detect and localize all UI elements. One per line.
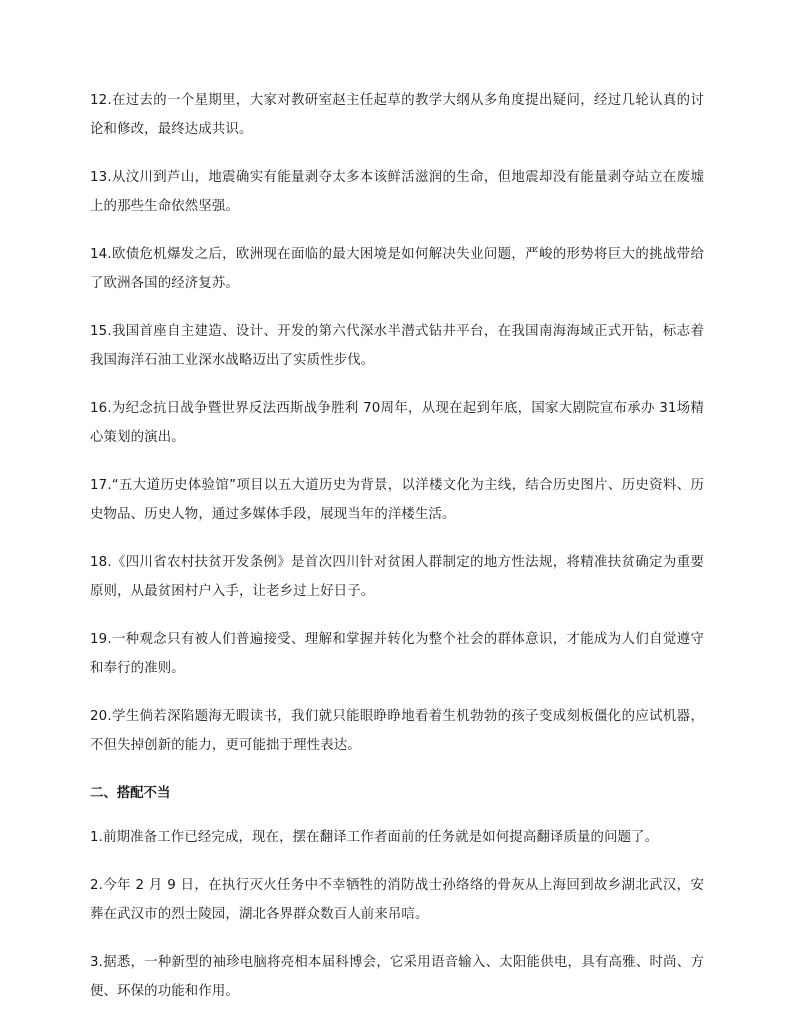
paragraph-mismatch-1: 1.前期准备工作已经完成，现在，摆在翻译工作者面前的任务就是如何提高翻译质量的问题了。 [90, 830, 659, 845]
paragraph-15: 15.我国首座自主建造、设计、开发的第六代深水半潜式钻井平台，在我国南海海域正式开钻，标志着我国海洋石油工业深水战略迈出了实质性步伐。 [90, 324, 704, 368]
section-heading: 二、搭配不当 [90, 786, 171, 801]
paragraph-19: 19.一种观念只有被人们普遍接受、理解和掌握并转化为整个社会的群体意识，才能成为人们自觉遵守和奉行的准则。 [90, 632, 704, 676]
paragraph-13: 13.从汶川到芦山，地震确实有能量剥夺太多本该鲜活滋润的生命，但地震却没有能量剥夺站立在废墟上的那些生命依然坚强。 [90, 170, 704, 214]
paragraph-mismatch-3: 3.据悉，一种新型的袖珍电脑将亮相本届科博会，它采用语音输入、太阳能供电，具有高雅、时尚、方便、环保的功能和作用。 [90, 955, 704, 999]
paragraph-12: 12.在过去的一个星期里，大家对教研室赵主任起草的教学大纲从多角度提出疑问，经过几轮认真的讨论和修改，最终达成共识。 [90, 93, 704, 137]
paragraph-16: 16.为纪念抗日战争暨世界反法西斯战争胜利 70周年，从现在起到年底，国家大剧院宣布承办 31场精心策划的演出。 [90, 401, 704, 445]
paragraph-14: 14.欧债危机爆发之后，欧洲现在面临的最大困境是如何解决失业问题，严峻的形势将巨大的挑战带给了欧洲各国的经济复苏。 [90, 247, 704, 291]
paragraph-17: 17.“五大道历史体验馆”项目以五大道历史为背景，以洋楼文化为主线，结合历史图片、历史资料、历史物品、历史人物，通过多媒体手段，展现当年的洋楼生活。 [90, 478, 704, 522]
paragraph-mismatch-2: 2.今年 2 月 9 日，在执行灭火任务中不幸牺牲的消防战士孙络络的骨灰从上海回到故乡湖北武汉，安葬在武汉市的烈士陵园，湖北各界群众数百人前来吊唁。 [90, 878, 704, 922]
paragraph-20: 20.学生倘若深陷题海无暇读书，我们就只能眼睁睁地看着生机勃勃的孩子变成刻板僵化的应试机器，不但失掉创新的能力，更可能拙于理性表达。 [90, 709, 704, 753]
paragraph-18: 18.《四川省农村扶贫开发条例》是首次四川针对贫困人群制定的地方性法规，将精准扶贫确定为重要原则，从最贫困村户入手，让老乡过上好日子。 [90, 555, 704, 599]
